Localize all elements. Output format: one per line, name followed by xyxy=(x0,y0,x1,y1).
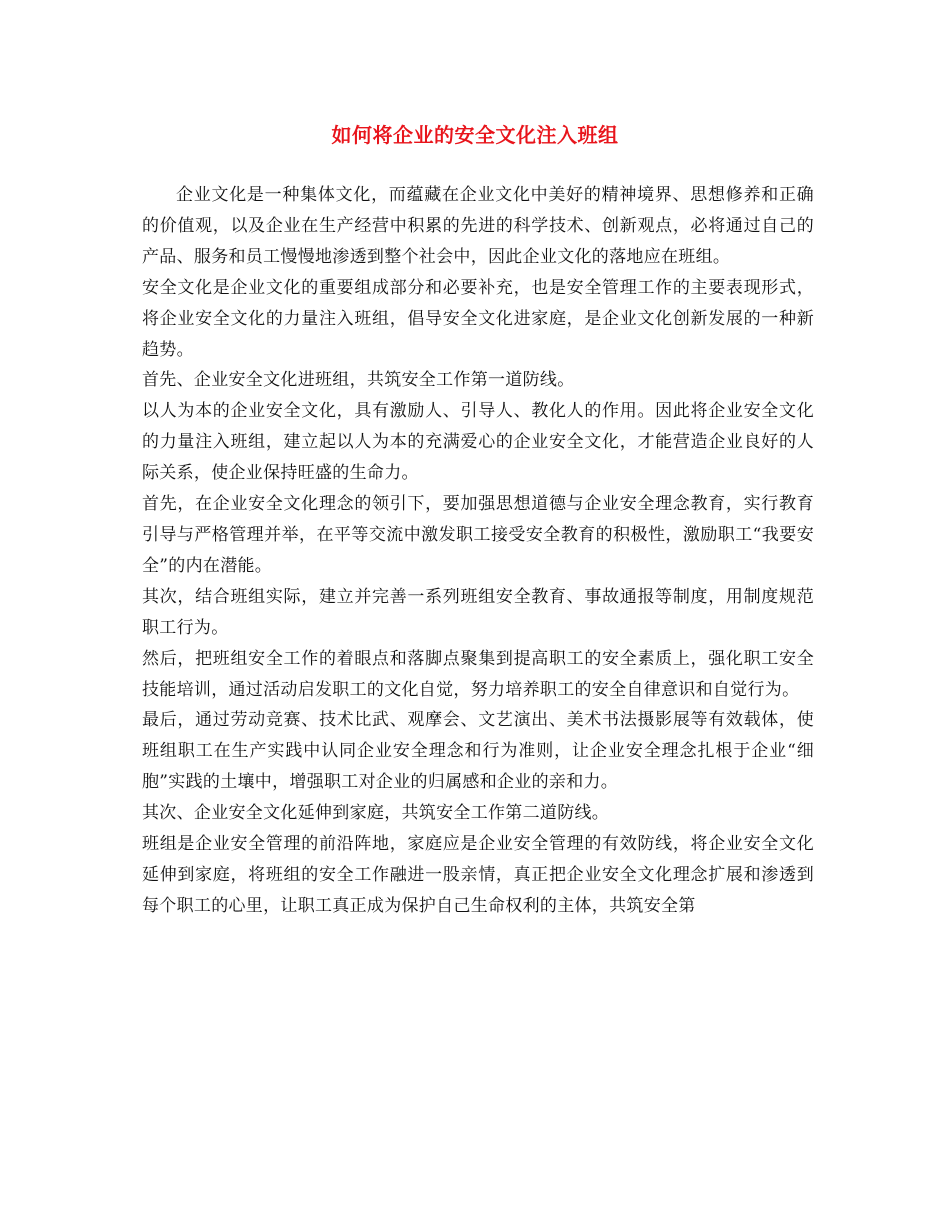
document-title: 如何将企业的安全文化注入班组 xyxy=(331,123,619,147)
paragraph: 以人为本的企业安全文化，具有激励人、引导人、教化人的作用。因此将企业安全文化的力量注入班组，建立起以人为本的充满爱心的企业安全文化，才能营造企业良好的人际关系，使企业保持旺盛的生命力。 xyxy=(142,401,814,484)
paragraph: 然后，把班组安全工作的着眼点和落脚点聚集到提高职工的安全素质上，强化职工安全技能培训，通过活动启发职工的文化自觉，努力培养职工的安全自律意识和自觉行为。 xyxy=(142,648,814,700)
document-body xyxy=(142,180,814,922)
paragraph: 安全文化是企业文化的重要组成部分和必要补充，也是安全管理工作的主要表现形式，将企业安全文化的力量注入班组，倡导安全文化进家庭，是企业文化创新发展的一种新趋势。 xyxy=(142,277,814,360)
section-heading: 首先、企业安全文化进班组，共筑安全工作第一道防线。 xyxy=(142,370,575,391)
paragraph: 班组是企业安全管理的前沿阵地，家庭应是企业安全管理的有效防线，将企业安全文化延伸到家庭，将班组的安全工作融进一股亲情，真正把企业安全文化理念扩展和渗透到每个职工的心里，让职工真正成为保护自己生命权利的主体，共筑安全第 xyxy=(142,834,814,916)
section-heading: 其次、企业安全文化延伸到家庭，共筑安全工作第二道防线。 xyxy=(142,803,610,824)
paragraph: 最后，通过劳动竞赛、技术比武、观摩会、文艺演出、美术书法摄影展等有效载体，使班组职工在生产实践中认同企业安全理念和行为准则，让企业安全理念扎根于企业“细胞”实践的土壤中，增强职工对企业的归属感和企业的亲和力。 xyxy=(142,710,814,793)
paragraph: 首先，在企业安全文化理念的领引下，要加强思想道德与企业安全理念教育，实行教育引导与严格管理并举，在平等交流中激发职工接受安全教育的积极性，激励职工“我要安全”的内在潜能。 xyxy=(142,494,814,576)
paragraph: 企业文化是一种集体文化，而蕴藏在企业文化中美好的精神境界、思想修养和正确的价值观，以及企业在生产经营中积累的先进的科学技术、创新观点，必将通过自己的产品、服务和员工慢慢地渗透到整个社会中，因此企业文化的落地应在班组。 xyxy=(142,185,814,267)
paragraph: 其次，结合班组实际，建立并完善一系列班组安全教育、事故通报等制度，用制度规范职工行为。 xyxy=(142,586,814,638)
